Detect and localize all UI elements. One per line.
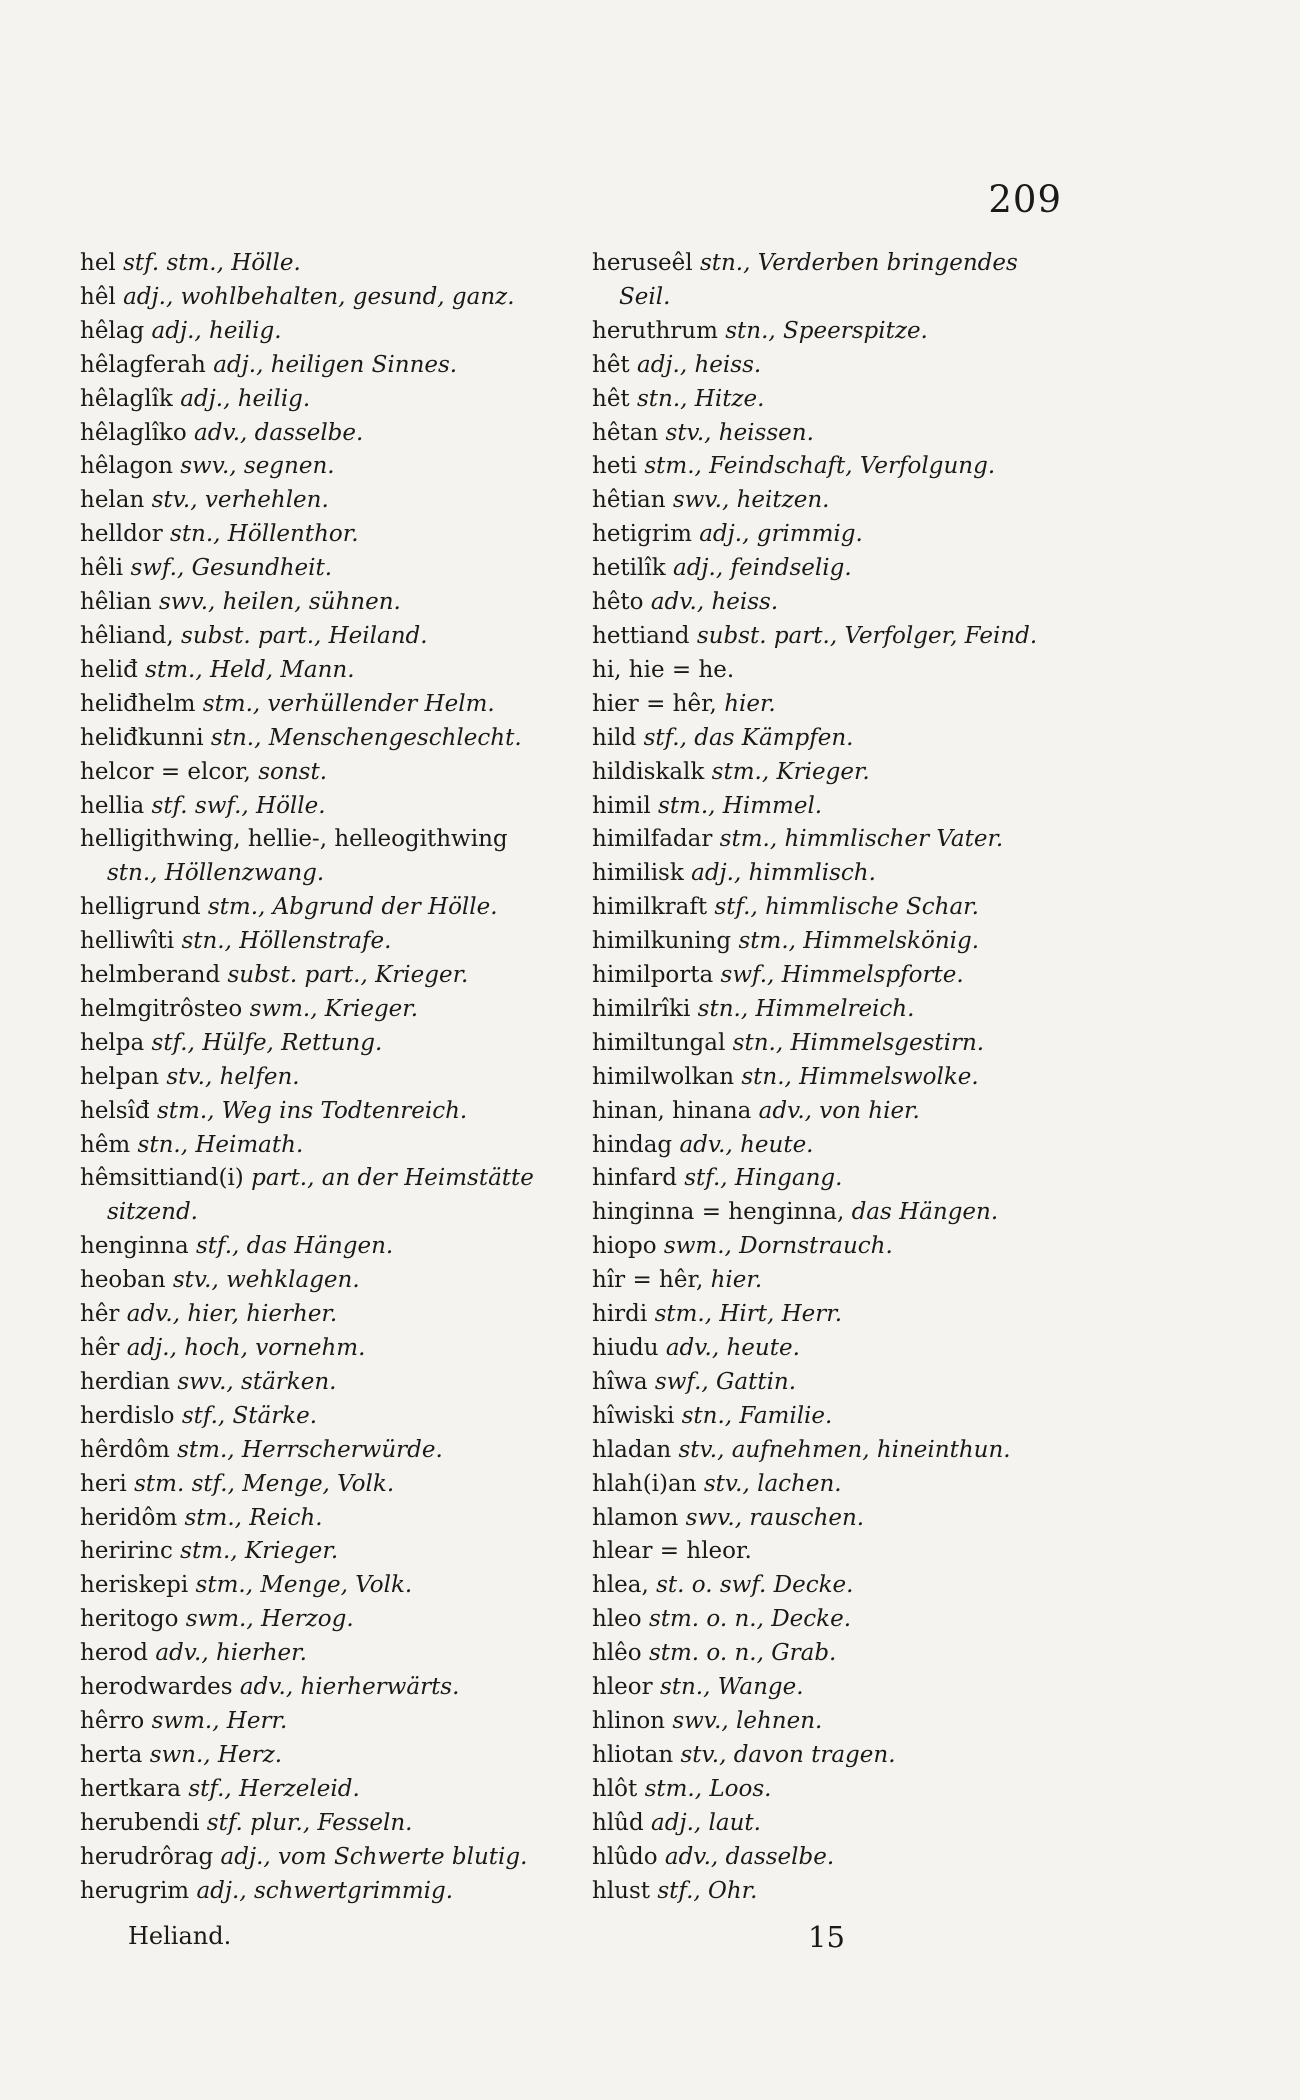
entry-gloss: adv., heute. [679,1131,814,1158]
dictionary-entry [80,417,535,451]
dictionary-entry [592,1875,1047,1909]
dictionary-entry [592,1400,1047,1434]
entry-headword: hêto [592,589,644,616]
entry-gloss: subst. part., Krieger. [227,962,469,989]
entry-gloss: stm., Hirt, Herr. [654,1301,843,1328]
entry-gloss: adv., dasselbe. [664,1843,835,1870]
entry-headword: hiudu [592,1335,659,1361]
dictionary-entry [592,349,1047,383]
dictionary-entry [80,1095,535,1129]
dictionary-entry [80,1569,535,1603]
entry-headword: herugrim [80,1877,190,1904]
dictionary-entry [80,315,535,349]
dictionary-entry [592,1095,1047,1129]
dictionary-entry [592,1264,1047,1298]
entry-gloss: stm., Weg ins Todtenreich. [156,1097,468,1124]
dictionary-entry [592,417,1047,451]
entry-gloss: swv., stärken. [177,1368,337,1395]
entry-gloss: stn., Höllenthor. [170,521,359,548]
entry-gloss: stv., wehklagen. [172,1267,360,1294]
entry-headword: hêt [592,385,630,412]
entry-headword: hêlaglîk [80,385,173,412]
dictionary-entry [80,1773,535,1807]
dictionary-entry [592,620,1047,654]
dictionary-entry [80,654,535,688]
entry-gloss: swf., Gattin. [654,1368,797,1395]
entry-gloss: adv., hier, hierher. [126,1301,338,1328]
entry-gloss: stf., Stärke. [181,1402,318,1429]
entry-headword: hêtan [592,419,659,446]
entry-headword: hêr [80,1301,120,1328]
entry-gloss: stm. o. n., Grab. [648,1640,837,1667]
entry-headword: hliotan [592,1741,674,1768]
dictionary-entry [592,1841,1047,1875]
entry-headword: hêr [80,1335,120,1361]
entry-gloss: adj., vom Schwerte blutig. [220,1843,528,1870]
dictionary-entry [80,450,535,484]
dictionary-entry [592,891,1047,925]
dictionary-entry [592,1061,1047,1095]
entry-headword: hertkara [80,1775,182,1802]
dictionary-entry [592,1298,1047,1332]
dictionary-entry [592,1366,1047,1400]
entry-gloss: stn., Verderben bringendes Seil. [619,250,1018,310]
dictionary-entry [592,1434,1047,1468]
entry-gloss: swm., Herr. [151,1707,288,1734]
entry-headword: herudrôrag [80,1843,214,1870]
dictionary-entry [592,1637,1047,1671]
entry-headword: hild [592,724,637,751]
dictionary-entry [80,688,535,722]
entry-headword: hlûd [592,1809,644,1836]
entry-gloss: stv., verhehlen. [151,487,329,514]
entry-headword: hêtian [592,487,666,514]
entry-gloss: part., an der Heimstätte sitzend. [107,1165,534,1226]
entry-gloss: st. o. swf. Decke. [656,1572,854,1599]
entry-headword: himilfadar [592,826,713,853]
entry-headword: heritogo [80,1606,179,1633]
entry-gloss: adv., heiss. [650,589,779,616]
entry-gloss: adj., laut. [651,1809,761,1836]
entry-gloss: adj., wohlbehalten, gesund, ganz. [123,283,515,310]
entry-headword: helpan [80,1063,160,1090]
entry-headword: hêl [80,283,116,310]
entry-gloss: stv., helfen. [166,1063,300,1090]
dictionary-entry [80,959,535,993]
entry-gloss: stn., Himmelreich. [697,995,915,1022]
entry-gloss: stm., Himmel. [658,792,823,819]
entry-headword: hêlagferah [80,351,206,378]
entry-headword: hlôt [592,1775,638,1802]
entry-gloss: hier. [710,1267,763,1294]
dictionary-entry [80,1637,535,1671]
entry-gloss: stf. swf., Hölle. [151,792,326,819]
entry-headword: himilwolkan [592,1063,735,1090]
entry-headword: hetilîk [592,555,666,582]
dictionary-entry [80,1535,535,1569]
entry-gloss: stm., Held, Mann. [145,656,355,683]
dictionary-entry [80,484,535,518]
page-number: 209 [988,178,1062,221]
entry-headword: hildiskalk [592,758,705,785]
entry-gloss: stm., Abgrund der Hölle. [207,894,498,921]
dictionary-entry [80,1841,535,1875]
entry-gloss: adv., hierherwärts. [239,1674,460,1701]
entry-gloss: stf., Herzeleid. [188,1775,360,1802]
entry-headword: hinfard [592,1165,677,1192]
entry-gloss: adj., himmlisch. [691,860,876,887]
dictionary-entry [592,1468,1047,1502]
dictionary-entry [592,1027,1047,1061]
entry-headword: herodwardes [80,1674,233,1701]
entry-gloss: stm., Herrscherwürde. [177,1436,443,1463]
entry-gloss: adv., von hier. [758,1097,920,1124]
entry-headword: hêlaglîko [80,419,187,446]
entry-gloss: stf., himmlische Schar. [714,894,979,921]
dictionary-entry [80,1739,535,1773]
entry-headword: hel [80,250,116,276]
entry-gloss: adj., heilig. [151,317,282,344]
entry-gloss: das Hängen. [851,1199,999,1226]
entry-headword: hleo [592,1606,642,1633]
dictionary-entry [592,315,1047,349]
dictionary-entry [80,1027,535,1061]
dictionary-entry [80,1061,535,1095]
entry-headword: hlea, [592,1572,649,1599]
dictionary-entry [80,1298,535,1332]
entry-gloss: swm., Herzog. [185,1606,354,1633]
entry-headword: hier = hêr, [592,690,717,717]
entry-headword: hlah(i)an [592,1470,697,1497]
entry-gloss: stn., Höllenstrafe. [181,928,392,955]
entry-headword: helcor = elcor, [80,758,251,785]
entry-headword: hîwiski [592,1402,675,1429]
dictionary-entry [592,722,1047,756]
dictionary-entry [80,1468,535,1502]
dictionary-entry [592,959,1047,993]
entry-headword: hêlag [80,317,145,344]
entry-gloss: swf., Gesundheit. [130,555,333,582]
entry-gloss: stv., davon tragen. [680,1741,896,1768]
entry-gloss: stm. o. n., Decke. [648,1606,852,1633]
dictionary-entry [80,925,535,959]
entry-gloss: stn., Wange. [659,1674,804,1701]
dictionary-entry [592,552,1047,586]
entry-gloss: stm., verhüllender Helm. [202,690,495,717]
entry-headword: heridôm [80,1504,178,1531]
entry-gloss: stf. stm., Hölle. [123,250,301,276]
dictionary-entry [592,756,1047,790]
entry-headword: helsîđ [80,1097,150,1124]
entry-gloss: stm., Feindschaft, Verfolgung. [644,453,996,480]
entry-headword: hlear = hleor. [592,1538,752,1565]
dictionary-entry [592,383,1047,417]
entry-headword: himilkraft [592,894,708,921]
entry-headword: helmgitrôsteo [80,995,243,1022]
entry-headword: hêt [592,351,630,378]
entry-gloss: stm., himmlischer Vater. [719,826,1004,853]
dictionary-entry [80,281,535,315]
entry-headword: hêmsittiand(i) [80,1165,244,1192]
entry-headword: hîwa [592,1368,648,1395]
dictionary-entry [592,1230,1047,1264]
entry-gloss: subst. part., Verfolger, Feind. [696,622,1038,649]
dictionary-entry [592,1129,1047,1163]
entry-gloss: stm., Krieger. [180,1538,339,1565]
dictionary-entry [80,1807,535,1841]
dictionary-entry [592,1196,1047,1230]
entry-headword: heliđhelm [80,690,196,717]
footer-sheet-number: 15 [808,1920,845,1954]
dictionary-entry [592,1162,1047,1196]
entry-gloss: stn., Heimath. [137,1131,304,1158]
entry-gloss: swv., rauschen. [685,1504,865,1531]
entry-headword: hêlagon [80,453,173,480]
entry-headword: heruseêl [592,250,693,276]
dictionary-entry [80,1162,535,1230]
entry-gloss: stf., Hingang. [684,1165,843,1192]
entry-gloss: stf. plur., Fesseln. [206,1809,413,1836]
entry-gloss: stm. stf., Menge, Volk. [134,1470,395,1497]
entry-headword: hetigrim [592,521,692,548]
dictionary-entry [80,993,535,1027]
entry-headword: helpa [80,1029,145,1056]
entry-gloss: swm., Dornstrauch. [663,1233,893,1260]
entry-headword: henginna [80,1233,189,1260]
entry-headword: herod [80,1640,148,1667]
dictionary-entry [80,349,535,383]
dictionary-entry [592,450,1047,484]
dictionary-entry [592,925,1047,959]
entry-gloss: adj., heilig. [180,385,311,412]
dictionary-entry [80,1264,535,1298]
dictionary-entry [80,1400,535,1434]
entry-gloss: adj., heiss. [636,351,762,378]
entry-headword: hellia [80,792,145,819]
dictionary-entry [592,1535,1047,1569]
entry-gloss: stn., Familie. [681,1402,833,1429]
entry-gloss: stv., aufnehmen, hineinthun. [678,1436,1011,1463]
dictionary-entry [80,756,535,790]
entry-headword: hlûdo [592,1843,658,1870]
entry-headword: helan [80,487,145,514]
dictionary-entry [80,383,535,417]
entry-gloss: stn., Speerspitze. [725,317,928,344]
entry-headword: hiopo [592,1233,657,1260]
entry-headword: hlêo [592,1640,642,1667]
entry-gloss: adv., heute. [665,1335,800,1361]
right-column [592,247,1047,1908]
dictionary-entry [592,823,1047,857]
entry-gloss: stm., Menge, Volk. [195,1572,413,1599]
dictionary-entry [592,484,1047,518]
entry-headword: hlamon [592,1504,679,1531]
dictionary-entry [80,586,535,620]
entry-headword: helliwîti [80,928,175,955]
entry-gloss: stv., lachen. [703,1470,842,1497]
dictionary-entry [592,1671,1047,1705]
entry-headword: hlust [592,1877,651,1904]
dictionary-entry [80,552,535,586]
entry-gloss: stf., Ohr. [657,1877,758,1904]
entry-headword: hêrro [80,1707,145,1734]
entry-headword: hinan, hinana [592,1097,752,1124]
entry-headword: hêm [80,1131,131,1158]
dictionary-entry [592,654,1047,688]
dictionary-entry [80,620,535,654]
entry-gloss: swf., Himmelspforte. [720,962,964,989]
entry-gloss: stn., Himmelswolke. [741,1063,979,1090]
entry-headword: heliđ [80,656,138,683]
entry-headword: heririnc [80,1538,173,1565]
entry-gloss: swn., Herz. [149,1741,283,1768]
entry-headword: himiltungal [592,1029,726,1056]
entry-headword: hettiand [592,622,690,649]
dictionary-entry [80,1671,535,1705]
entry-headword: heruthrum [592,317,718,344]
entry-headword: heti [592,453,638,480]
entry-gloss: adv., hierher. [155,1640,307,1667]
entry-gloss: stn., Menschengeschlecht. [210,724,522,751]
entry-gloss: swv., heitzen. [672,487,830,514]
entry-headword: hindag [592,1131,673,1158]
entry-headword: hêrdôm [80,1436,170,1463]
dictionary-entry [592,518,1047,552]
dictionary-entry [80,891,535,925]
dictionary-entry [592,1502,1047,1536]
dictionary-entry [592,1807,1047,1841]
entry-headword: himilkuning [592,928,732,955]
entry-headword: helldor [80,521,163,548]
entry-headword: heliđkunni [80,724,204,751]
entry-gloss: stm., Reich. [184,1504,323,1531]
dictionary-entry [80,1705,535,1739]
entry-gloss: swv., heilen, sühnen. [158,589,401,616]
entry-gloss: hier. [724,690,776,717]
entry-headword: herta [80,1741,143,1768]
dictionary-entry [592,790,1047,824]
entry-gloss: stn., Hitze. [636,385,765,412]
entry-gloss: swv., segnen. [180,453,335,480]
entry-gloss: adj., hoch, vornehm. [126,1335,366,1361]
entry-gloss: adj., grimmig. [699,521,863,548]
entry-gloss: stf., Hülfe, Rettung. [151,1029,383,1056]
dictionary-entry [592,1739,1047,1773]
entry-headword: herubendi [80,1809,200,1836]
dictionary-entry [80,1366,535,1400]
entry-gloss: stv., heissen. [665,419,814,446]
entry-gloss: adv., dasselbe. [194,419,364,446]
entry-gloss: stf., das Hängen. [195,1233,394,1260]
entry-gloss: adj., feindselig. [672,555,852,582]
dictionary-entry [80,247,535,281]
entry-gloss: stf., das Kämpfen. [643,724,854,751]
dictionary-entry [80,790,535,824]
entry-headword: hîr = hêr, [592,1267,704,1294]
entry-headword: hêliand, [80,622,174,649]
dictionary-entry [592,993,1047,1027]
dictionary-entry [80,1129,535,1163]
dictionary-entry [592,688,1047,722]
entry-headword: heoban [80,1267,166,1294]
entry-headword: hêlian [80,589,152,616]
dictionary-entry [80,1875,535,1909]
dictionary-entry [80,823,535,891]
dictionary-entry [80,722,535,756]
entry-headword: hladan [592,1436,672,1463]
entry-gloss: swv., lehnen. [672,1707,823,1734]
entry-gloss: swm., Krieger. [249,995,419,1022]
dictionary-entry [592,1332,1047,1366]
dictionary-entry [592,1705,1047,1739]
dictionary-entry [592,1773,1047,1807]
entry-headword: helmberand [80,962,221,989]
entry-headword: himilrîki [592,995,691,1022]
entry-headword: herdislo [80,1402,175,1429]
dictionary-entry [592,586,1047,620]
entry-gloss: stm., Himmelskönig. [738,928,980,955]
entry-headword: himil [592,792,651,819]
dictionary-entry [80,1332,535,1366]
dictionary-entry [80,1603,535,1637]
entry-headword: herdian [80,1368,171,1395]
footer-signature: Heliand. [128,1922,232,1950]
entry-headword: himilporta [592,962,714,989]
entry-headword: hinginna = henginna, [592,1199,845,1226]
entry-headword: himilisk [592,860,684,887]
dictionary-entry [592,247,1047,315]
dictionary-entry [80,1434,535,1468]
entry-headword: hêli [80,555,124,582]
entry-gloss: sonst. [258,758,328,785]
dictionary-entry [80,1230,535,1264]
entry-gloss: subst. part., Heiland. [181,622,428,649]
entry-gloss: adj., schwertgrimmig. [196,1877,454,1904]
entry-headword: hi, hie = he. [592,656,735,683]
entry-gloss: stm., Loos. [644,1775,772,1802]
entry-gloss: stm., Krieger. [711,758,870,785]
entry-gloss: adj., heiligen Sinnes. [213,351,458,378]
entry-headword: helligithwing, hellie-, helleogithwing [80,826,508,853]
entry-headword: helligrund [80,894,201,921]
entry-gloss: stn., Höllenzwang. [107,860,325,887]
dictionary-entry [592,1603,1047,1637]
dictionary-entry [80,518,535,552]
entry-headword: hirdi [592,1301,648,1328]
dictionary-entry [592,857,1047,891]
entry-gloss: stn., Himmelsgestirn. [732,1029,985,1056]
entry-headword: heriskepi [80,1572,189,1599]
entry-headword: hlinon [592,1707,665,1734]
entry-headword: hleor [592,1674,653,1701]
dictionary-entry [592,1569,1047,1603]
dictionary-entry [80,1502,535,1536]
left-column [80,247,535,1908]
entry-headword: heri [80,1470,127,1497]
